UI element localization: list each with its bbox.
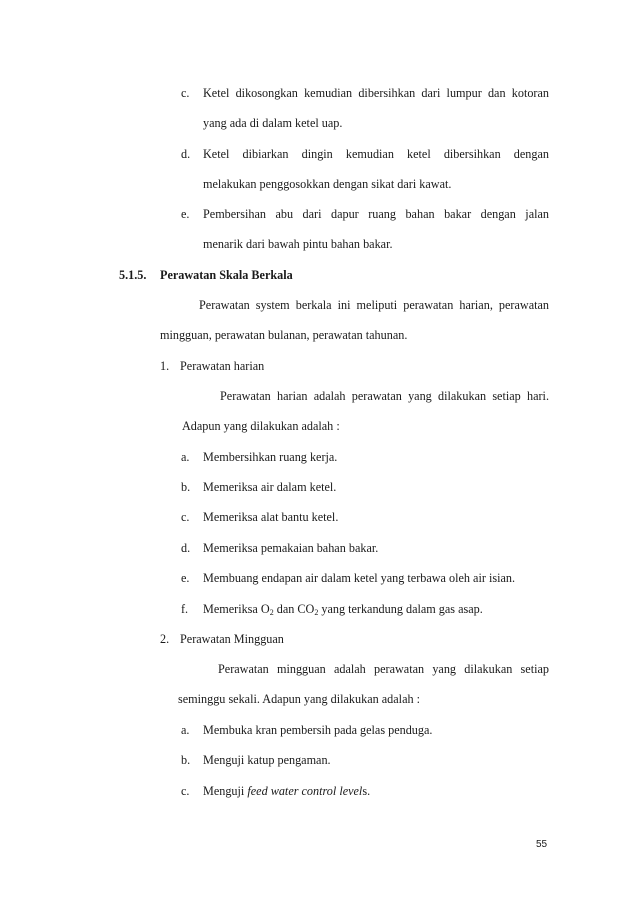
list-c-line2: yang ada di dalam ketel uap. [203,116,343,130]
item-c-italic-term: feed water control level [247,784,363,798]
mingguan-heading: Perawatan Mingguan [180,632,284,646]
mingguan-item-text: Membuka kran pembersih pada gelas penduga. [203,723,433,737]
harian-item-text: Memeriksa pemakaian bahan bakar. [203,541,379,555]
co2-subscript: 2 [314,608,319,617]
harian-item-text: Membersihkan ruang kerja. [203,450,338,464]
list-d-line2: melakukan penggosokkan dengan sikat dari kawat. [203,177,452,191]
mingguan-item-label: a. [181,723,190,737]
harian-item-label: d. [181,541,191,555]
list-c-line1: Ketel dikosongkan kemudian dibersihkan dari lumpur dan kotoran [203,86,549,100]
harian-item-text: Membuang endapan air dalam ketel yang terbawa oleh air isian. [203,571,516,585]
harian-item-text: Memeriksa alat bantu ketel. [203,510,339,524]
section-title: Perawatan Skala Berkala [160,268,293,282]
mingguan-paragraph-line1: Perawatan mingguan adalah perawatan yang dilakukan setiap [218,662,549,676]
harian-item-label: e. [181,571,190,585]
harian-item-f-text [203,603,483,617]
mingguan-number: 2. [160,632,170,646]
item-c-prefix: Menguji [203,784,248,798]
harian-item-label: a. [181,450,190,464]
mingguan-item-c-text [203,785,370,797]
o2-subscript: 2 [269,608,274,617]
section-number: 5.1.5. [119,268,147,282]
list-e-line2: menarik dari bawah pintu bahan bakar. [203,237,393,251]
list-e-line1: Pembersihan abu dari dapur ruang bahan bakar dengan jalan [203,207,549,221]
harian-paragraph-line1: Perawatan harian adalah perawatan yang dilakukan setiap hari. [220,389,549,403]
mingguan-paragraph-line2: seminggu sekali. Adapun yang dilakukan adalah : [178,692,420,706]
item-f-part1: Memeriksa O [203,602,270,616]
list-label-e: e. [181,207,190,221]
harian-paragraph-line2: Adapun yang dilakukan adalah : [182,419,340,433]
harian-number: 1. [160,359,170,373]
item-c-suffix: s. [362,784,371,798]
item-f-part3: yang terkandung dalam gas asap. [318,602,483,616]
list-label-c: c. [181,86,190,100]
page-number: 55 [536,839,548,850]
harian-item-label: b. [181,480,191,494]
mingguan-item-label: b. [181,753,191,767]
list-label-d: d. [181,147,191,161]
section-paragraph-line2: mingguan, perawatan bulanan, perawatan tahunan. [160,328,408,342]
section-paragraph-line1: Perawatan system berkala ini meliputi perawatan harian, perawatan [199,298,549,312]
mingguan-item-text: Menguji katup pengaman. [203,753,331,767]
list-d-line1: Ketel dibiarkan dingin kemudian ketel dibersihkan dengan [203,147,549,161]
item-f-part2: dan CO [273,602,315,616]
harian-heading: Perawatan harian [180,359,265,373]
harian-item-label: c. [181,510,190,524]
harian-item-text: Memeriksa air dalam ketel. [203,480,337,494]
harian-item-label-f: f. [181,602,189,616]
mingguan-item-label-c: c. [181,784,190,798]
